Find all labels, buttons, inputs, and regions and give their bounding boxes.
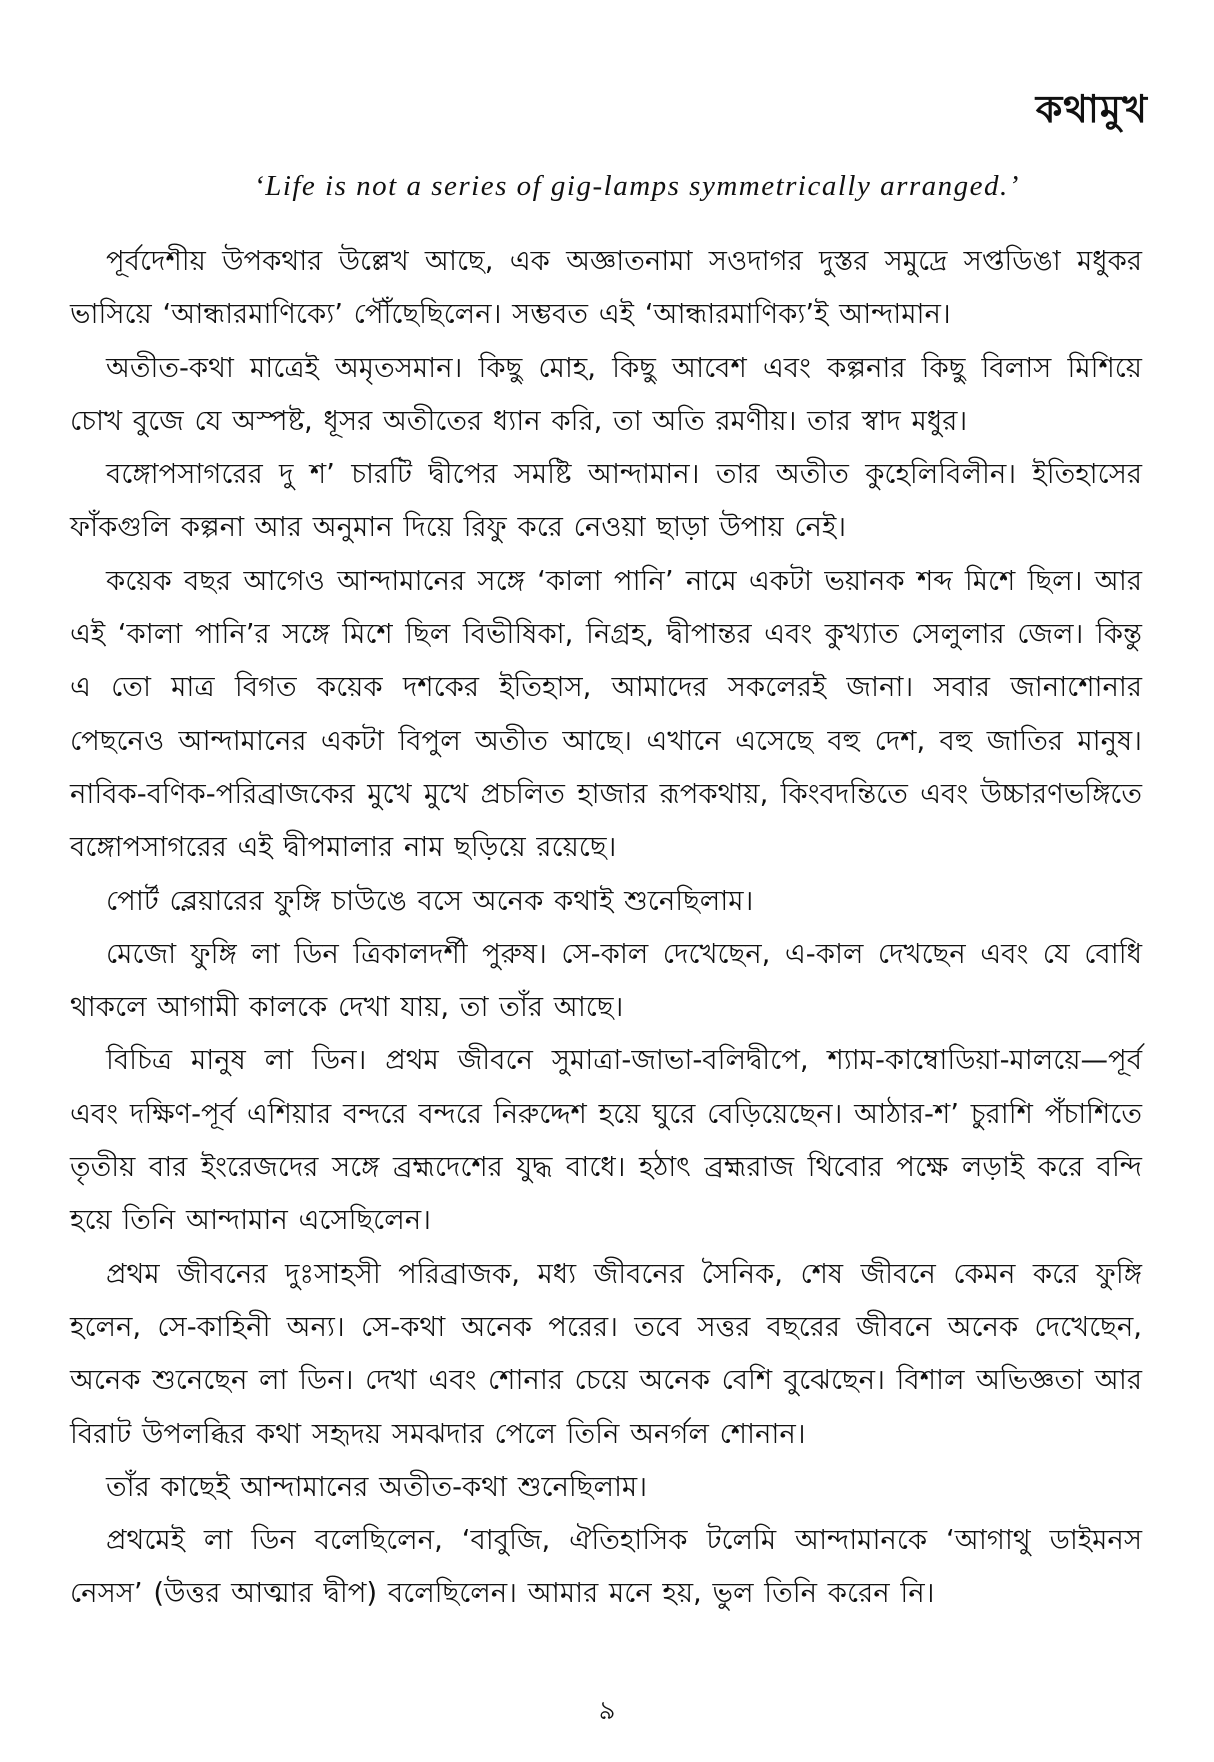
paragraph: অতীত-কথা মাত্রেই অমৃতসমান। কিছু মোহ, কিছু আবেশ এবং কল্পনার কিছু বিলাস মিশিয়ে চোখ বুজে যে অস্পষ্ট, ধূসর অতীতের ধ্যান করি, তা অতি রমণীয়। তার স্বাদ মধুর। — [70, 351, 1142, 437]
body-text — [70, 235, 1142, 1621]
page-number: ৯ — [598, 1696, 616, 1726]
epigraph: ‘Life is not a series of gig-lamps symmetrically arranged.’ — [254, 170, 1020, 202]
paragraph: পূর্বদেশীয় উপকথার উল্লেখ আছে, এক অজ্ঞাতনামা সওদাগর দুস্তর সমুদ্রে সপ্তডিঙা মধুকর ভাসিয়ে ‘আন্ধারমাণিক্যে’ পৌঁছেছিলেন। সম্ভবত এই ‘আন্ধারমাণিক্য’ই আন্দামান। — [70, 245, 1142, 331]
paragraph: তাঁর কাছেই আন্দামানের অতীত-কথা শুনেছিলাম। — [106, 1470, 648, 1503]
paragraph: কয়েক বছর আগেও আন্দামানের সঙ্গে ‘কালা পানি’ নামে একটা ভয়ানক শব্দ মিশে ছিল। আর এই ‘কালা পানি’র সঙ্গে মিশে ছিল বিভীষিকা, নিগ্রহ, দ্বীপান্তর এবং কুখ্যাত সেলুলার জেল। কিন্তু এ তো মাত্র বিগত কয়েক দশকের ইতিহাস, আমাদের সকলেরই জানা। সবার জানাশোনার পেছনেও আন্দামানের একটা বিপুল অতীত আছে। এখানে এসেছে বহু দেশ, বহু জাতির মানুষ। নাবিক-বণিক-পরিব্রাজকের মুখে মুখে প্রচলিত হাজার রূপকথায়, কিংবদন্তিতে এবং উচ্চারণভঙ্গিতে বঙ্গোপসাগরের এই দ্বীপমালার নাম ছড়িয়ে রয়েছে। — [70, 564, 1142, 864]
chapter-title: কথামুখ — [1035, 87, 1148, 131]
paragraph: মেজো ফুঙ্গি লা ডিন ত্রিকালদর্শী পুরুষ। সে-কাল দেখেছেন, এ-কাল দেখছেন এবং যে বোধি থাকলে আগামী কালকে দেখা যায়, তা তাঁর আছে। — [70, 937, 1142, 1024]
paragraph: প্রথমেই লা ডিন বলেছিলেন, ‘বাবুজি, ঐতিহাসিক টলেমি আন্দামানকে ‘আগাথু ডাইমনস নেসস’ (উত্তর আত্মার দ্বীপ) বলেছিলেন। আমার মনে হয়, ভুল তিনি করেন নি। — [70, 1524, 1142, 1610]
paragraph: বঙ্গোপসাগরের দু শ’ চারটি দ্বীপের সমষ্টি আন্দামান। তার অতীত কুহেলিবিলীন। ইতিহাসের ফাঁকগুলি কল্পনা আর অনুমান দিয়ে রিফু করে নেওয়া ছাড়া উপায় নেই। — [70, 458, 1142, 544]
paragraph: প্রথম জীবনের দুঃসাহসী পরিব্রাজক, মধ্য জীবনের সৈনিক, শেষ জীবনে কেমন করে ফুঙ্গি হলেন, সে-কাহিনী অন্য। সে-কথা অনেক পরের। তবে সত্তর বছরের জীবনে অনেক দেখেছেন, অনেক শুনেছেন লা ডিন। দেখা এবং শোনার চেয়ে অনেক বেশি বুঝেছেন। বিশাল অভিজ্ঞতা আর বিরাট উপলব্ধির কথা সহৃদয় সমঝদার পেলে তিনি অনর্গল শোনান। — [70, 1257, 1142, 1450]
paragraph: বিচিত্র মানুষ লা ডিন। প্রথম জীবনে সুমাত্রা-জাভা-বলিদ্বীপে, শ্যাম-কাম্বোডিয়া-মালয়ে—পূর্ব এবং দক্ষিণ-পূর্ব এশিয়ার বন্দরে বন্দরে নিরুদ্দেশ হয়ে ঘুরে বেড়িয়েছেন। আঠার-শ’ চুরাশি পঁচাশিতে তৃতীয় বার ইংরেজদের সঙ্গে ব্রহ্মদেশের যুদ্ধ বাধে। হঠাৎ ব্রহ্মরাজ থিবোর পক্ষে লড়াই করে বন্দি হয়ে তিনি আন্দামান এসেছিলেন। — [70, 1044, 1142, 1237]
paragraph: পোর্ট ব্লেয়ারের ফুঙ্গি চাউঙে বসে অনেক কথাই শুনেছিলাম। — [106, 884, 754, 917]
